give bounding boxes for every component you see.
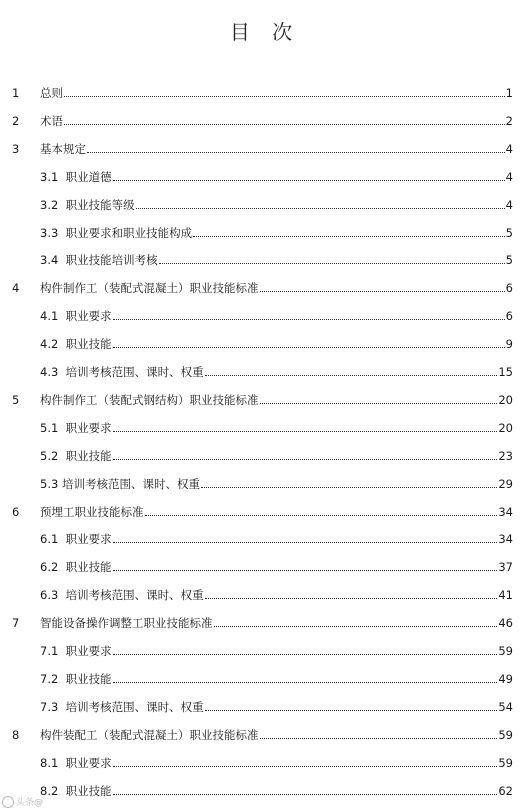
toc-section-number: 4.2 bbox=[40, 337, 66, 352]
toc-page-number: 4 bbox=[505, 141, 513, 156]
toc-entry[interactable] bbox=[0, 686, 530, 714]
toc-entry[interactable] bbox=[0, 463, 530, 491]
toc-page-number: 15 bbox=[498, 365, 513, 379]
toc-section-number: 4.3 bbox=[40, 365, 66, 379]
toc-page-number: 5 bbox=[505, 225, 513, 240]
toc-entry-content bbox=[40, 86, 513, 100]
toc-entry[interactable] bbox=[0, 379, 530, 407]
toc-dot-leader bbox=[113, 654, 498, 655]
toc-chapter-number: 1 bbox=[12, 86, 20, 100]
toc-entry-content bbox=[40, 365, 513, 379]
toc-entry-label: 职业技能 bbox=[65, 671, 112, 686]
toc-entry-content bbox=[40, 253, 513, 267]
toc-dot-leader bbox=[113, 766, 498, 767]
toc-dot-leader bbox=[136, 208, 505, 209]
toc-page-number: 6 bbox=[505, 309, 513, 324]
toc-section-number: 6.1 bbox=[40, 532, 66, 547]
toc-dot-leader bbox=[64, 96, 505, 97]
toc-dot-leader bbox=[113, 459, 498, 460]
toc-entry-content bbox=[40, 588, 513, 602]
toc-entry-content bbox=[40, 532, 513, 546]
toc-entry-content bbox=[40, 728, 513, 742]
toc-page-number: 6 bbox=[505, 281, 513, 296]
toc-entry[interactable] bbox=[0, 546, 530, 574]
toc-entry[interactable] bbox=[0, 156, 530, 184]
toc-entry-label: 职业要求 bbox=[65, 644, 112, 658]
toc-dot-leader bbox=[260, 403, 498, 404]
toc-entry[interactable] bbox=[0, 267, 530, 295]
toc-entry-label: 职业要求 bbox=[65, 420, 112, 435]
toc-entry-content bbox=[40, 644, 513, 658]
toc-entry-content bbox=[40, 449, 513, 463]
toc-entry-content bbox=[40, 337, 513, 351]
toc-chapter-number: 7 bbox=[12, 616, 20, 631]
toc-entry-content bbox=[40, 142, 513, 156]
toc-page-number: 9 bbox=[505, 337, 513, 352]
toc-entry-content bbox=[40, 477, 513, 491]
toc-chapter-number: 3 bbox=[12, 141, 20, 156]
toc-section-number: 5.1 bbox=[40, 420, 66, 435]
toc-entry[interactable] bbox=[0, 602, 530, 630]
toc-entry[interactable] bbox=[0, 295, 530, 323]
toc-entry-label: 职业道德 bbox=[65, 169, 112, 184]
toc-chapter-number: 8 bbox=[12, 727, 20, 742]
toc-chapter-number: 5 bbox=[12, 392, 20, 407]
toc-entry-label: 职业技能 bbox=[65, 337, 112, 352]
toc-entry[interactable] bbox=[0, 714, 530, 742]
toc-entry-label: 基本规定 bbox=[40, 141, 86, 156]
toc-entry-label: 培训考核范围、课时、权重 bbox=[65, 365, 204, 379]
toc-entry-content bbox=[40, 198, 513, 212]
toc-dot-leader bbox=[113, 319, 505, 320]
toc-page-number: 1 bbox=[505, 86, 513, 100]
toc-entry[interactable] bbox=[0, 435, 530, 463]
toc-page-number: 5 bbox=[505, 253, 513, 268]
toc-section-number: 3.1 bbox=[40, 169, 66, 184]
toc-page-number: 59 bbox=[498, 727, 513, 742]
toc-dot-leader bbox=[113, 682, 498, 683]
toc-entry-content bbox=[40, 784, 513, 798]
toc-entry[interactable] bbox=[0, 407, 530, 435]
toc-section-number: 7.3 bbox=[40, 699, 66, 714]
toc-entry-label: 职业要求 bbox=[65, 309, 112, 324]
toc-page-number: 34 bbox=[498, 504, 513, 519]
toc-page-number: 23 bbox=[498, 448, 513, 463]
toc-entry-label: 构件装配工（装配式混凝土）职业技能标准 bbox=[40, 727, 259, 742]
toc-section-number: 7.1 bbox=[40, 644, 66, 658]
toc-entry[interactable] bbox=[0, 630, 530, 658]
watermark bbox=[2, 795, 43, 808]
toc-section-number: 7.2 bbox=[40, 671, 66, 686]
toc-entry-label: 构件制作工（装配式钢结构）职业技能标准 bbox=[40, 392, 259, 407]
toc-section-number: 8.2 bbox=[40, 783, 66, 798]
toc-entry-content bbox=[40, 309, 513, 323]
toc-entry-label: 职业技能等级 bbox=[65, 197, 135, 212]
toc-entry-label: 职业技能 bbox=[65, 783, 112, 798]
toc-entry[interactable] bbox=[0, 351, 530, 379]
toc-entry-label: 职业技能培训考核 bbox=[65, 253, 158, 268]
toc-dot-leader bbox=[64, 124, 505, 125]
toc-page-number: 62 bbox=[498, 783, 513, 798]
toc-dot-leader bbox=[193, 236, 505, 237]
toc-chapter-number: 2 bbox=[12, 113, 20, 128]
toc-page-number: 20 bbox=[498, 420, 513, 435]
toc-entry-label: 培训考核范围、课时、权重 bbox=[61, 476, 200, 491]
toc-entry-content bbox=[40, 226, 513, 240]
toc-entry-label: 职业技能 bbox=[65, 560, 112, 575]
toc-entry-label: 培训考核范围、课时、权重 bbox=[65, 699, 204, 714]
toc-page-number: 20 bbox=[498, 392, 513, 407]
toc-section-number: 5.2 bbox=[40, 448, 66, 463]
toc-page-number: 4 bbox=[505, 197, 513, 212]
toc-entry-label: 构件制作工（装配式混凝土）职业技能标准 bbox=[40, 281, 259, 296]
toc-page-number: 54 bbox=[498, 699, 513, 714]
toc-dot-leader bbox=[260, 291, 505, 292]
toc-page-number: 37 bbox=[498, 560, 513, 575]
toc-entry[interactable] bbox=[0, 323, 530, 351]
toc-entry[interactable] bbox=[0, 491, 530, 519]
toc-entry[interactable] bbox=[0, 742, 530, 770]
toc-entry-content bbox=[40, 505, 513, 519]
toc-dot-leader bbox=[113, 431, 498, 432]
toc-entry-content bbox=[40, 616, 513, 630]
toc-page-number: 59 bbox=[498, 644, 513, 658]
toc-dot-leader bbox=[205, 598, 498, 599]
toc-entry[interactable] bbox=[0, 518, 530, 546]
page-title: 目 次 bbox=[229, 20, 301, 44]
toc-section-number: 5.3 bbox=[40, 476, 62, 491]
toc-dot-leader bbox=[113, 794, 498, 795]
toc-page-number: 29 bbox=[498, 476, 513, 491]
toc-entry[interactable] bbox=[0, 100, 530, 128]
toc-dot-leader bbox=[205, 710, 498, 711]
toc-chapter-number: 4 bbox=[12, 281, 20, 296]
toc-entry-content bbox=[40, 756, 513, 770]
toc-page-number: 59 bbox=[498, 755, 513, 770]
toc-entry[interactable] bbox=[0, 770, 530, 798]
toc-page-number: 41 bbox=[498, 588, 513, 603]
toc-entry-label: 智能设备操作调整工职业技能标准 bbox=[40, 616, 213, 631]
toc-section-number: 3.3 bbox=[40, 225, 66, 240]
toc-chapter-number: 6 bbox=[12, 504, 20, 519]
toc-page-number: 49 bbox=[498, 671, 513, 686]
watermark-logo-icon bbox=[2, 796, 14, 808]
toc-entry[interactable] bbox=[0, 212, 530, 240]
toc-entry-content bbox=[40, 672, 513, 686]
toc-entry-label: 职业技能 bbox=[65, 448, 112, 463]
toc-entry[interactable] bbox=[0, 239, 530, 267]
toc-entry[interactable] bbox=[0, 72, 530, 100]
toc-entry-content bbox=[40, 393, 513, 407]
toc-dot-leader bbox=[260, 738, 498, 739]
toc-section-number: 6.2 bbox=[40, 560, 66, 575]
toc-entry[interactable] bbox=[0, 658, 530, 686]
toc-section-number: 8.1 bbox=[40, 755, 66, 770]
toc-dot-leader bbox=[145, 515, 498, 516]
watermark-text: 头条@ bbox=[16, 798, 44, 808]
toc-entry[interactable] bbox=[0, 128, 530, 156]
toc-dot-leader bbox=[113, 347, 505, 348]
toc-section-number: 6.3 bbox=[40, 588, 66, 603]
toc-dot-leader bbox=[214, 626, 498, 627]
toc-dot-leader bbox=[87, 152, 505, 153]
toc-entry[interactable] bbox=[0, 574, 530, 602]
toc-page-number: 2 bbox=[505, 113, 513, 128]
toc-dot-leader bbox=[159, 263, 505, 264]
toc-entry-content bbox=[40, 560, 513, 574]
toc-entry-label: 总则 bbox=[40, 86, 63, 100]
toc-entry-label: 职业要求 bbox=[65, 532, 112, 547]
toc-entry-content bbox=[40, 700, 513, 714]
toc-entry[interactable] bbox=[0, 184, 530, 212]
toc-entry-label: 预埋工职业技能标准 bbox=[40, 504, 144, 519]
toc-dot-leader bbox=[113, 570, 498, 571]
toc-entry-label: 职业要求和职业技能构成 bbox=[65, 225, 193, 240]
toc-dot-leader bbox=[201, 487, 497, 488]
toc-section-number: 3.4 bbox=[40, 253, 66, 268]
toc-entry-content bbox=[40, 421, 513, 435]
toc-entry-label: 培训考核范围、课时、权重 bbox=[65, 588, 204, 603]
toc-page-number: 46 bbox=[498, 616, 513, 631]
toc-dot-leader bbox=[205, 375, 498, 376]
toc-dot-leader bbox=[113, 180, 505, 181]
toc-entry-label: 术语 bbox=[40, 113, 63, 128]
toc-section-number: 4.1 bbox=[40, 309, 66, 324]
toc-page-number: 4 bbox=[505, 169, 513, 184]
toc-section-number: 3.2 bbox=[40, 197, 66, 212]
toc-page-number: 34 bbox=[498, 532, 513, 547]
toc-entry-content bbox=[40, 114, 513, 128]
toc-entry-content bbox=[40, 281, 513, 295]
toc-entry-content bbox=[40, 170, 513, 184]
toc-entry-label: 职业要求 bbox=[65, 755, 112, 770]
toc-dot-leader bbox=[113, 542, 498, 543]
